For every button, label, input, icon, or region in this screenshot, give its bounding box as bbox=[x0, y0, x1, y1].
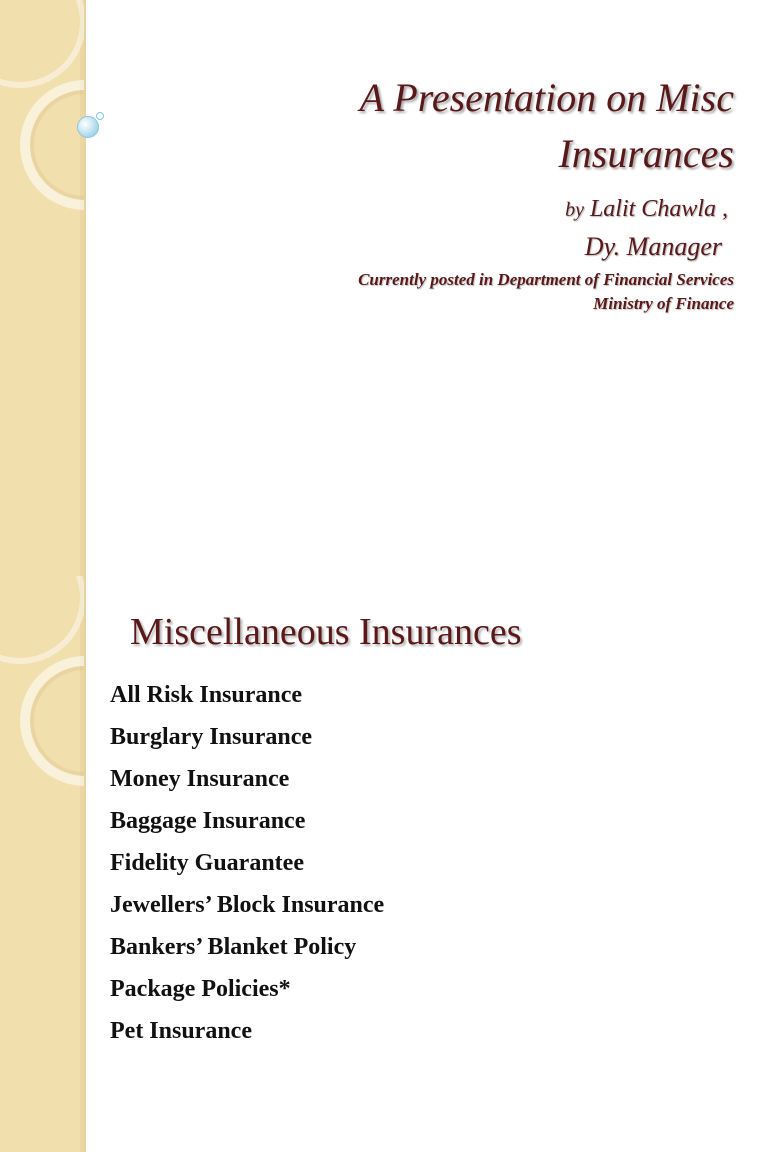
list-item: Fidelity Guarantee bbox=[110, 850, 304, 876]
presentation-title bbox=[360, 70, 734, 182]
list-item: Package Policies* bbox=[110, 976, 291, 1002]
list-item: Baggage Insurance bbox=[110, 808, 306, 834]
decorative-ring-large bbox=[20, 80, 86, 210]
list-item: All Risk Insurance bbox=[110, 682, 303, 708]
small-bubble-icon bbox=[96, 112, 104, 120]
content-slide bbox=[0, 576, 768, 1152]
author-line bbox=[565, 196, 728, 223]
title-line-2: Insurances bbox=[558, 131, 734, 176]
decorative-ring-top bbox=[0, 576, 86, 664]
insurance-list bbox=[110, 674, 384, 1052]
list-item: Pet Insurance bbox=[110, 1018, 252, 1044]
posting-ministry: Ministry of Finance bbox=[593, 294, 734, 313]
list-item: Burglary Insurance bbox=[110, 724, 313, 750]
slide-side-bar bbox=[0, 0, 86, 576]
by-prefix: by bbox=[565, 199, 584, 221]
author-name: Lalit Chawla , bbox=[589, 196, 728, 222]
bubble-icon bbox=[77, 116, 99, 138]
list-item: Money Insurance bbox=[110, 766, 290, 792]
posting-info bbox=[358, 268, 734, 316]
slide-title: Miscellaneous Insurances bbox=[130, 611, 522, 653]
posting-department: Currently posted in Department of Financial Services bbox=[358, 270, 734, 289]
list-item: Bankers’ Blanket Policy bbox=[110, 934, 357, 960]
list-item: Jewellers’ Block Insurance bbox=[110, 892, 385, 918]
title-line-1: A Presentation on Misc bbox=[359, 75, 734, 120]
decorative-ring-top bbox=[0, 0, 86, 88]
slide-side-bar bbox=[0, 576, 86, 1152]
author-role: Dy. Manager bbox=[584, 232, 722, 261]
decorative-ring-large bbox=[20, 656, 86, 786]
